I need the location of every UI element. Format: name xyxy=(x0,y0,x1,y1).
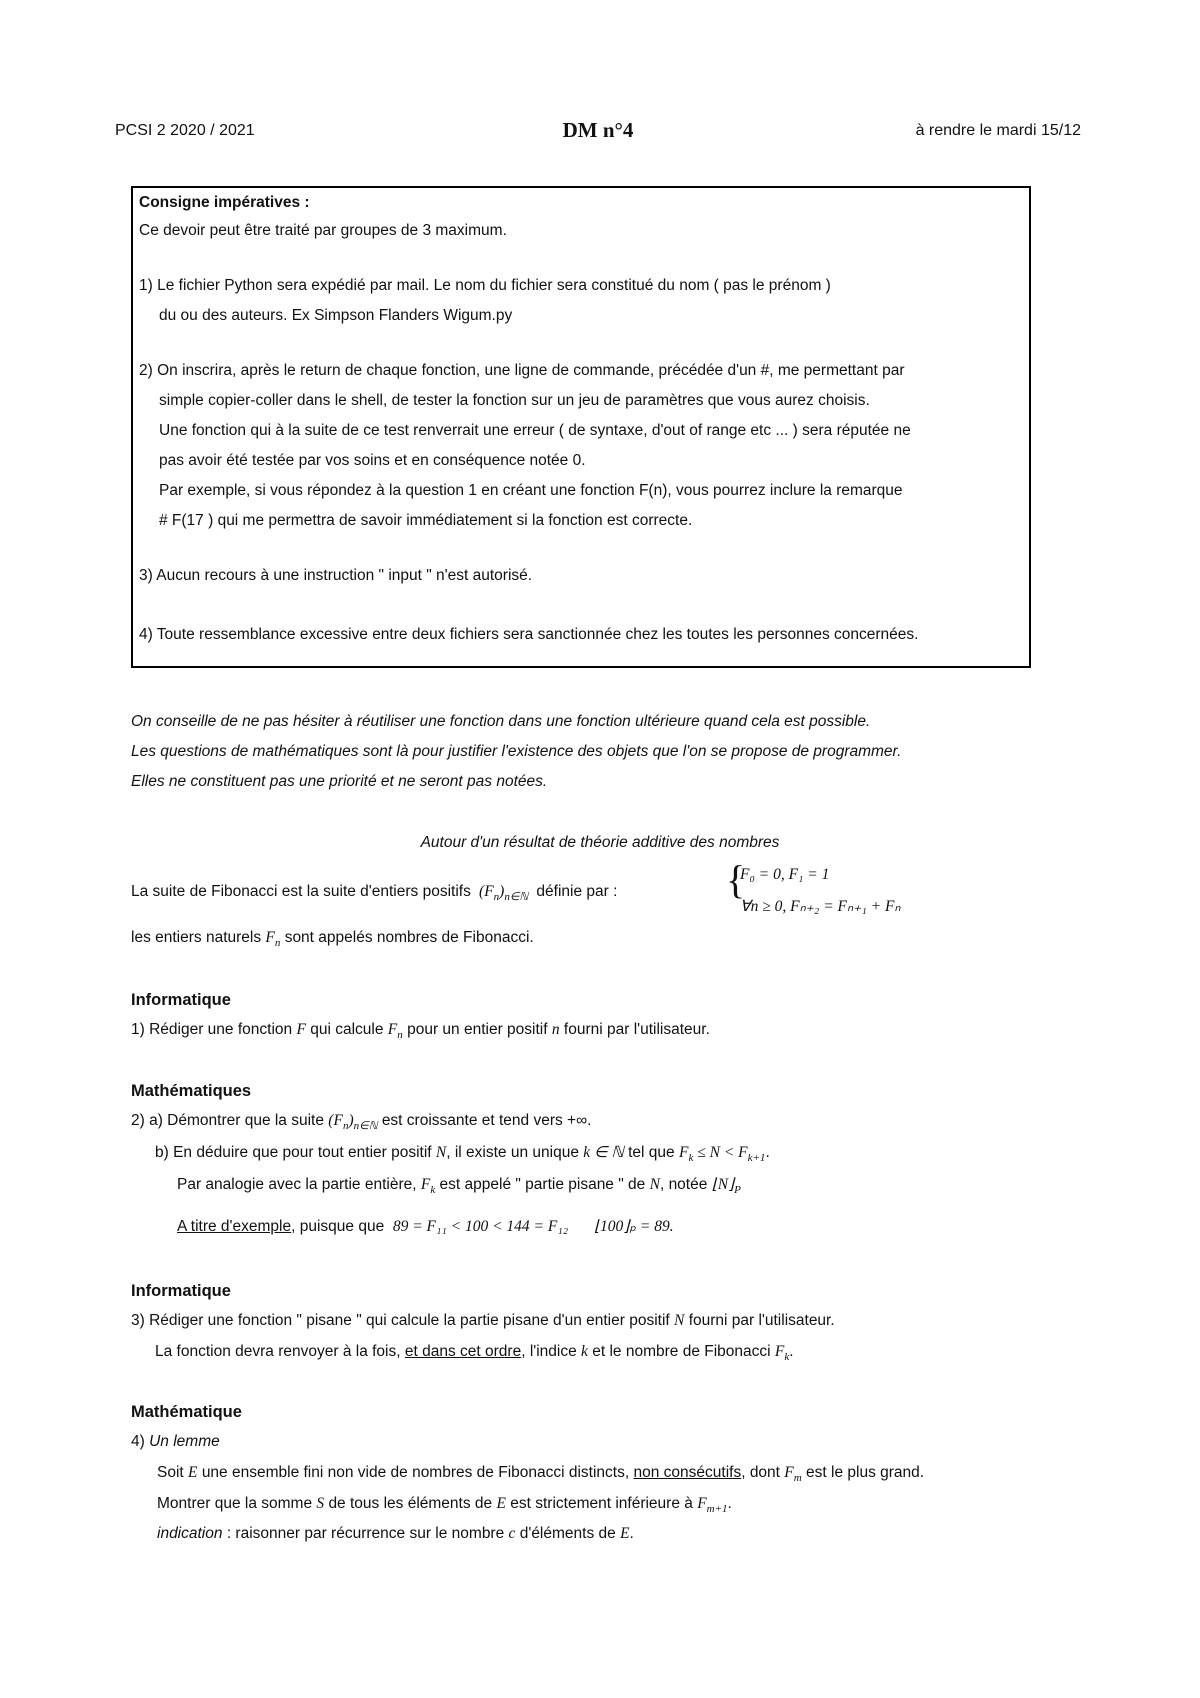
question-3-detail: La fonction devra renvoyer à la fois, et dans cet ordre, l'indice k et le nombre de Fibonacci $F_k$. xyxy=(155,1343,794,1364)
page-header xyxy=(115,118,1081,148)
fibonacci-naturals: les entiers naturels $F_n$ sont appelés nombres de Fibonacci. xyxy=(131,929,534,950)
section-heading: Informatique xyxy=(131,991,231,1009)
formula-recurrence: ∀n ≥ 0, Fₙ₊₂ = Fₙ₊₁ + Fₙ xyxy=(740,898,901,915)
sequence-notation: $(F_n)_{n\in ℕ}$ xyxy=(475,883,529,904)
section-heading: Informatique xyxy=(131,1282,231,1300)
advice-line: Elles ne constituent pas une priorité et ne seront pas notées. xyxy=(131,773,548,790)
advice-line: On conseille de ne pas hésiter à réutiliser une fonction dans une fonction ultérieure quand cela est possible. xyxy=(131,713,871,730)
instruction-line: du ou des auteurs. Ex Simpson Flanders Wigum.py xyxy=(159,307,513,324)
question-2d: A titre d'exemple, puisque que 89 = F₁₁ < 100 < 144 = F₁₂ ⌊100⌋ₚ = 89. xyxy=(177,1218,674,1235)
page-title: DM n°4 xyxy=(562,118,634,142)
instruction-line: 2) On inscrira, après le return de chaque fonction, une ligne de commande, précédée d'un #, me permettant par xyxy=(139,362,905,379)
question-4: 4) Un lemme xyxy=(131,1433,220,1450)
question-3: 3) Rédiger une fonction " pisane " qui calcule la partie pisane d'un entier positif N fourni par l'utilisateur. xyxy=(131,1312,835,1329)
question-2b: b) En déduire que pour tout entier positif N, il existe un unique k ∈ ℕ tel que $F_k \le N < F_{k+1}$. xyxy=(155,1144,770,1165)
section-heading: Mathématique xyxy=(131,1403,242,1421)
section-heading: Mathématiques xyxy=(131,1082,252,1100)
class-year: PCSI 2 2020 / 2021 xyxy=(115,122,255,139)
instruction-line: pas avoir été testée par vos soins et en conséquence notée 0. xyxy=(159,452,586,469)
lemma-goal: Montrer que la somme S de tous les éléments de E est strictement inférieure à $F_{m+1}$. xyxy=(157,1495,732,1516)
instruction-line: # F(17 ) qui me permettra de savoir immédiatement si la fonction est correcte. xyxy=(159,512,693,529)
fibonacci-definition: La suite de Fibonacci est la suite d'entiers positifs $(F_n)_{n\in ℕ}$ définie par : xyxy=(131,883,618,904)
instruction-line: Une fonction qui à la suite de ce test renverrait une erreur ( de syntaxe, d'out of range etc ... ) sera réputée ne xyxy=(159,422,911,439)
lemma-hint: indication : raisonner par récurrence sur le nombre c d'éléments de E. xyxy=(157,1525,634,1542)
instruction-line: Par exemple, si vous répondez à la question 1 en créant une fonction F(n), vous pourrez inclure la remarque xyxy=(159,482,903,499)
due-date: à rendre le mardi 15/12 xyxy=(915,122,1081,139)
instructions-box xyxy=(131,186,1031,668)
formula-initial: F₀ = 0, F₁ = 1 xyxy=(740,866,830,883)
advice-line: Les questions de mathématiques sont là pour justifier l'existence des objets que l'on se propose de programmer. xyxy=(131,743,902,760)
brace: { xyxy=(726,857,746,902)
subtitle: Autour d'un résultat de théorie additive des nombres xyxy=(420,834,780,851)
instructions-heading: Consigne impératives : xyxy=(139,194,310,211)
lemma-statement: Soit E une ensemble fini non vide de nombres de Fibonacci distincts, non consécutifs, dont $F_m$ est le plus grand. xyxy=(157,1464,925,1485)
instruction-line: simple copier-coller dans le shell, de tester la fonction sur un jeu de paramètres que vous aurez choisis. xyxy=(159,392,870,409)
instruction-line: 4) Toute ressemblance excessive entre deux fichiers sera sanctionnée chez les toutes les personnes concernées. xyxy=(139,626,919,643)
instruction-line: 1) Le fichier Python sera expédié par mail. Le nom du fichier sera constitué du nom ( pas le prénom ) xyxy=(139,277,831,294)
question-1: 1) Rédiger une fonction F qui calcule $F_n$ pour un entier positif n fourni par l'utilisateur. xyxy=(131,1021,710,1042)
instruction-line: 3) Aucun recours à une instruction " input " n'est autorisé. xyxy=(139,567,533,584)
question-2a: 2) a) Démontrer que la suite $(F_n)_{n\in ℕ}$ est croissante et tend vers +∞. xyxy=(131,1112,592,1133)
instruction-line: Ce devoir peut être traité par groupes de 3 maximum. xyxy=(139,222,507,239)
question-2c: Par analogie avec la partie entière, $F_k$ est appelé " partie pisane " de N, notée $⌊N⌋_P$ xyxy=(177,1176,741,1197)
